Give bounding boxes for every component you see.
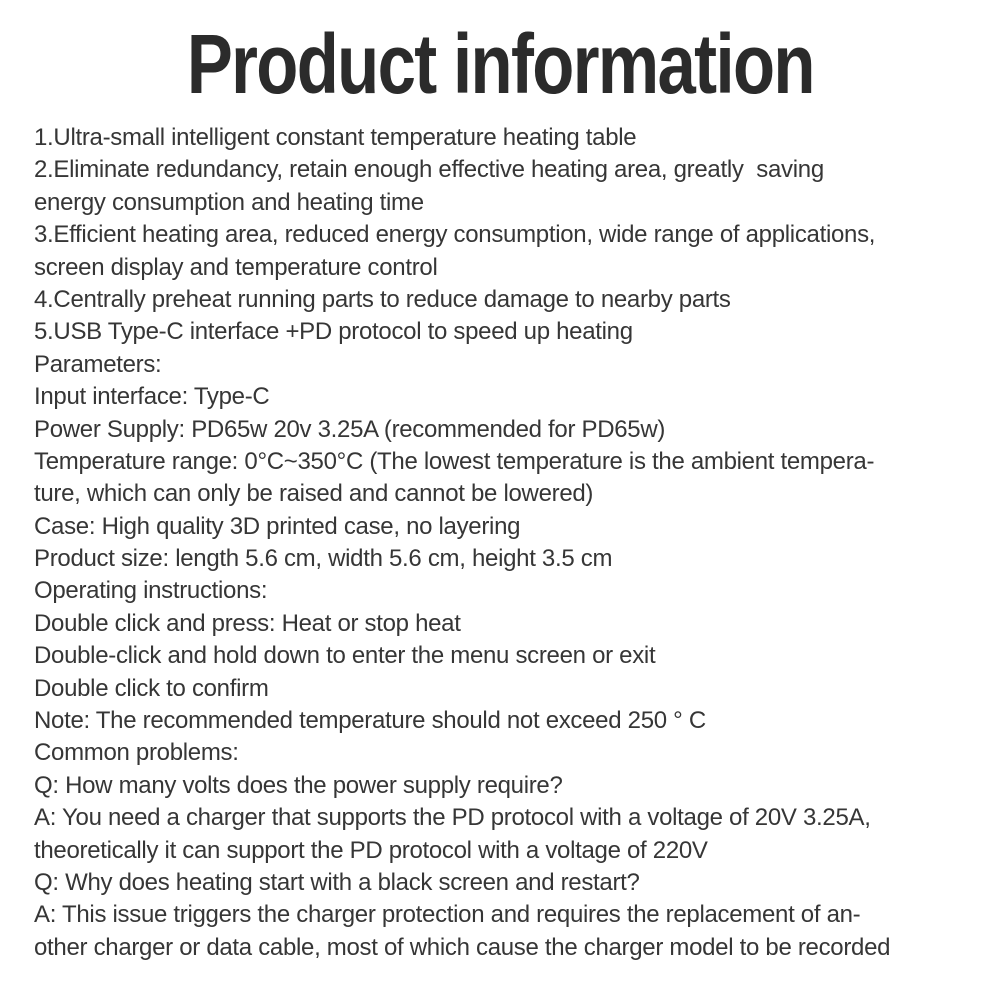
page-title-text: Product information <box>186 17 814 111</box>
text-line: Case: High quality 3D printed case, no layering <box>34 512 521 540</box>
text-line: A: This issue triggers the charger protection and requires the replacement of an- <box>34 901 861 929</box>
text-line: energy consumption and heating time <box>34 188 424 216</box>
text-line: Power Supply: PD65w 20v 3.25A (recommended for PD65w) <box>34 415 666 443</box>
text-line: other charger or data cable, most of which cause the charger model to be recorded <box>34 933 891 961</box>
text-line: theoretically it can support the PD protocol with a voltage of 220V <box>34 836 708 864</box>
title-row <box>0 16 1000 112</box>
text-line: Common problems: <box>34 739 239 767</box>
text-line: screen display and temperature control <box>34 253 438 281</box>
text-line: Q: How many volts does the power supply require? <box>34 771 563 799</box>
text-line: 3.Efficient heating area, reduced energy consumption, wide range of applications, <box>34 221 876 249</box>
text-line: 5.USB Type-C interface +PD protocol to speed up heating <box>34 318 633 346</box>
text-line: ture, which can only be raised and cannot be lowered) <box>34 480 594 508</box>
product-description <box>34 122 984 964</box>
text-line: Operating instructions: <box>34 577 268 605</box>
text-line: 4.Centrally preheat running parts to reduce damage to nearby parts <box>34 285 731 313</box>
text-line: Double-click and hold down to enter the menu screen or exit <box>34 642 656 670</box>
text-line: Product size: length 5.6 cm, width 5.6 cm, height 3.5 cm <box>34 545 613 573</box>
text-line: Double click and press: Heat or stop heat <box>34 609 461 637</box>
text-line: Double click to confirm <box>34 674 269 702</box>
text-line: Input interface: Type-C <box>34 383 270 411</box>
page-title <box>0 16 1000 112</box>
text-line: 2.Eliminate redundancy, retain enough effective heating area, greatly saving <box>34 156 824 184</box>
text-line: Q: Why does heating start with a black screen and restart? <box>34 868 640 896</box>
text-line: A: You need a charger that supports the PD protocol with a voltage of 20V 3.25A, <box>34 804 871 832</box>
text-line: 1.Ultra-small intelligent constant temperature heating table <box>34 124 637 151</box>
text-line: Note: The recommended temperature should not exceed 250 ° C <box>34 707 706 735</box>
text-line: Parameters: <box>34 350 162 378</box>
text-line: Temperature range: 0°C~350°C (The lowest temperature is the ambient tempera- <box>34 447 875 475</box>
